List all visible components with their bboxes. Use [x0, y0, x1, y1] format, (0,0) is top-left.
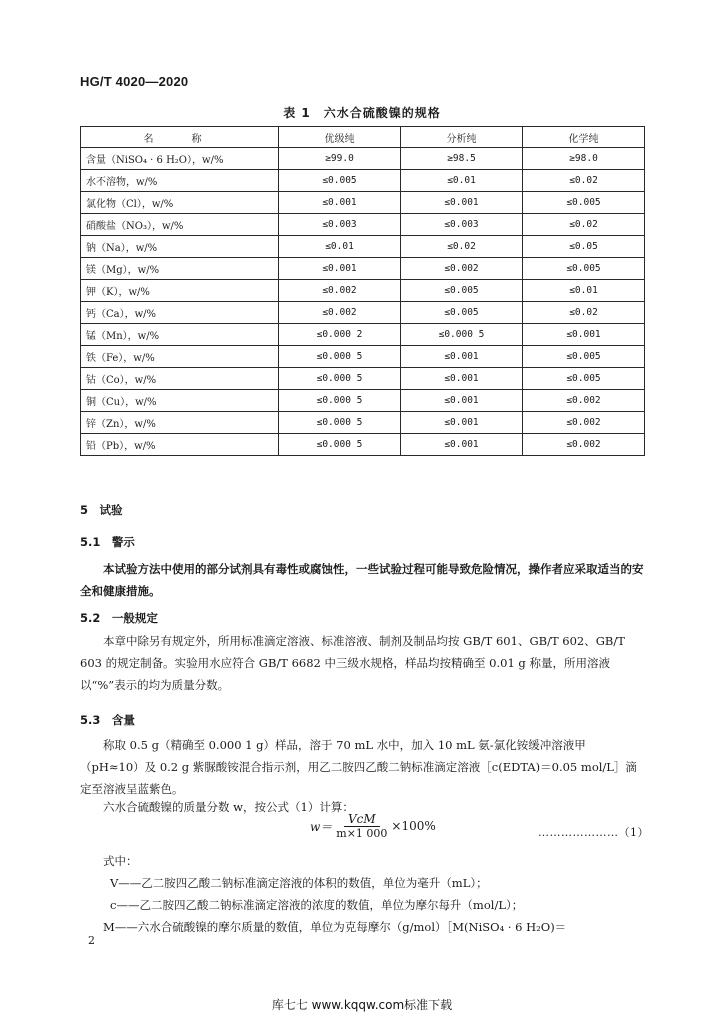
table-cell: ≤0.000 5	[279, 390, 401, 412]
table-cell: ≥99.0	[279, 148, 401, 170]
table-cell: ≤0.001	[401, 192, 523, 214]
table-row	[81, 302, 645, 324]
table-cell: ≤0.000 5	[279, 346, 401, 368]
table-cell: ≤0.01	[401, 170, 523, 192]
column-header: 化学纯	[523, 127, 645, 148]
table-cell: ≤0.001	[401, 412, 523, 434]
row-label: 氯化物（Cl），w/%	[81, 192, 279, 214]
footer-watermark: 库七七 www.kqqw.com标准下载	[271, 998, 453, 1012]
table-cell: ≤0.000 2	[279, 324, 401, 346]
table-cell: ≤0.002	[279, 280, 401, 302]
table-cell: ≤0.005	[401, 280, 523, 302]
table-cell: ≤0.02	[523, 302, 645, 324]
definition-item: c——乙二胺四乙酸二钠标准滴定溶液的浓度的数值，单位为摩尔每升（mol/L）；	[110, 898, 524, 912]
equation-number: …………………（1）	[538, 826, 649, 839]
table-cell: ≤0.01	[523, 280, 645, 302]
section-5-2-heading: 5.2 一般规定	[80, 611, 158, 625]
section-5-heading: 5 试验	[80, 503, 123, 517]
table-row	[81, 434, 645, 456]
table-cell: ≤0.02	[523, 170, 645, 192]
row-label: 钴（Co），w/%	[81, 368, 279, 390]
row-label: 钠（Na），w/%	[81, 236, 279, 258]
table-cell: ≤0.02	[523, 214, 645, 236]
definitions	[80, 850, 650, 938]
formula-numerator: VcM	[344, 812, 380, 827]
table-row	[81, 346, 645, 368]
table-cell: ≤0.000 5	[279, 434, 401, 456]
section-5-3-heading: 5.3 含量	[80, 713, 135, 727]
table-row	[81, 170, 645, 192]
table-cell: ≤0.001	[401, 346, 523, 368]
table-row	[81, 214, 645, 236]
table-cell: ≤0.05	[523, 236, 645, 258]
table-cell: ≤0.002	[523, 390, 645, 412]
formula-lhs: w＝	[310, 819, 333, 834]
row-label: 铁（Fe），w/%	[81, 346, 279, 368]
table-cell: ≤0.001	[279, 258, 401, 280]
table-cell: ≤0.001	[523, 324, 645, 346]
table-cell: ≤0.000 5	[279, 412, 401, 434]
table-row	[81, 258, 645, 280]
table-cell: ≤0.002	[401, 258, 523, 280]
column-header: 分析纯	[401, 127, 523, 148]
row-label: 铅（Pb），w/%	[81, 434, 279, 456]
table-cell: ≤0.005	[279, 170, 401, 192]
formula-denominator: m×1 000	[336, 827, 388, 840]
table-cell: ≥98.0	[523, 148, 645, 170]
table-cell: ≤0.001	[401, 368, 523, 390]
table-cell: ≤0.002	[523, 434, 645, 456]
table-row	[81, 148, 645, 170]
table-header-row	[81, 127, 645, 148]
table-cell: ≤0.005	[523, 258, 645, 280]
column-header: 优级纯	[279, 127, 401, 148]
table-cell: ≤0.005	[401, 302, 523, 324]
table-cell: ≤0.003	[279, 214, 401, 236]
formula-fraction	[334, 812, 389, 840]
table-title: 表 1 六水合硫酸镍的规格	[283, 106, 441, 120]
where-label: 式中：	[103, 854, 138, 868]
formula-1	[310, 812, 436, 840]
row-label: 硝酸盐（NO₃），w/%	[81, 214, 279, 236]
general-rules-text: 本章中除另有规定外，所用标准滴定溶液、标准溶液、制剂及制品均按 GB/T 601、GB/T 602、GB/T 603 的规定制备。实验用水应符合 GB/T 6682 中三级水规格，样品均按精确至 0.01 g 称量，所用溶液以“%”表示的均为质量分数。	[80, 634, 625, 692]
row-label: 钙（Ca），w/%	[81, 302, 279, 324]
row-label: 铜（Cu），w/%	[81, 390, 279, 412]
table-cell: ≤0.005	[523, 192, 645, 214]
definition-item: M——六水合硫酸镍的摩尔质量的数值，单位为克每摩尔（g/mol）［M(NiSO₄ · 6 H₂O)＝	[103, 920, 567, 934]
table-cell: ≤0.02	[401, 236, 523, 258]
definition-item: V——乙二胺四乙酸二钠标准滴定溶液的体积的数值，单位为毫升（mL）；	[110, 876, 488, 890]
row-label: 钾（K），w/%	[81, 280, 279, 302]
table-row	[81, 192, 645, 214]
column-header: 名 称	[81, 127, 279, 148]
row-label: 锌（Zn），w/%	[81, 412, 279, 434]
table-row	[81, 412, 645, 434]
table-row	[81, 390, 645, 412]
table-cell: ≤0.000 5	[279, 368, 401, 390]
table-cell: ≤0.003	[401, 214, 523, 236]
page-number: 2	[88, 934, 95, 947]
table-row	[81, 236, 645, 258]
section-5-1-heading: 5.1 警示	[80, 535, 135, 549]
table-cell: ≥98.5	[401, 148, 523, 170]
table-cell: ≤0.002	[523, 412, 645, 434]
formula-intro: 六水合硫酸镍的质量分数 w，按公式（1）计算：	[103, 800, 354, 814]
row-label: 水不溶物，w/%	[81, 170, 279, 192]
table-cell: ≤0.01	[279, 236, 401, 258]
standard-id: HG/T 4020—2020	[80, 74, 189, 89]
table-cell: ≤0.001	[401, 434, 523, 456]
table-row	[81, 368, 645, 390]
table-cell: ≤0.000 5	[401, 324, 523, 346]
table-cell: ≤0.002	[279, 302, 401, 324]
row-label: 镁（Mg），w/%	[81, 258, 279, 280]
table-cell: ≤0.005	[523, 368, 645, 390]
warning-text: 本试验方法中使用的部分试剂具有毒性或腐蚀性，一些试验过程可能导致危险情况，操作者应采取适当的安全和健康措施。	[80, 562, 644, 598]
content-procedure-text: 称取 0.5 g（精确至 0.000 1 g）样品，溶于 70 mL 水中，加入 10 mL 氨-氯化铵缓冲溶液甲（pH≈10）及 0.2 g 紫脲酸铵混合指示剂，用乙二胺四乙酸二钠标准滴定溶液［c(EDTA)＝0.05 mol/L］滴定至溶液呈蓝紫色。	[80, 738, 637, 796]
spec-table	[80, 126, 645, 456]
formula-rhs: ×100%	[391, 819, 436, 833]
table-cell: ≤0.001	[279, 192, 401, 214]
table-row	[81, 280, 645, 302]
row-label: 含量（NiSO₄ · 6 H₂O），w/%	[81, 148, 279, 170]
row-label: 锰（Mn），w/%	[81, 324, 279, 346]
table-cell: ≤0.005	[523, 346, 645, 368]
table-cell: ≤0.001	[401, 390, 523, 412]
table-row	[81, 324, 645, 346]
